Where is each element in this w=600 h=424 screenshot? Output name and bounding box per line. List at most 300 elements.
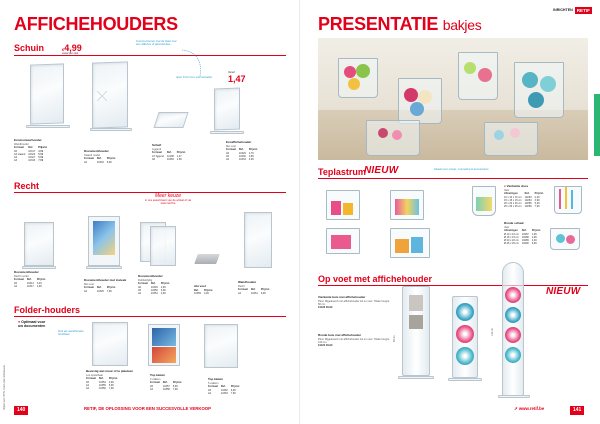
cell-size: 10 x 10 x 10 cm [504, 195, 522, 199]
cell-size: A4 [14, 284, 18, 288]
cell-size: A5 [14, 281, 18, 285]
cell-price: 5,99 [38, 152, 44, 156]
meer-keuze-title: Meer keuze [154, 193, 182, 199]
page-title-affichehouders: AFFICHEHOUDERS [14, 14, 178, 34]
col-header: Ref. [162, 381, 168, 385]
cell-price: 3,99 [160, 288, 166, 292]
candy-11-image [528, 92, 544, 108]
cell-ref: 19286 [524, 204, 532, 208]
product-block-wandhouder [238, 281, 286, 295]
cell-ref: 10361 [250, 291, 258, 295]
round-bowl-3-image [550, 228, 580, 250]
right-page [300, 0, 600, 424]
cell-size: A4 [208, 391, 212, 395]
table-row [504, 205, 547, 208]
product-block-dubbelzijdig [138, 275, 192, 295]
product-block-ronde-buis [318, 334, 390, 347]
cell-ref: 10362 [220, 388, 228, 392]
cell-ref: 10330 [238, 154, 246, 158]
cell-price: 4,49 [531, 238, 537, 242]
price-tag-schuin [62, 44, 82, 56]
col-header: Ref. [220, 385, 226, 389]
cell-size: A4 [138, 291, 142, 295]
product-block-schuif [152, 144, 206, 161]
col-header: Ref. [250, 288, 256, 292]
title-light: bakjes [442, 17, 482, 33]
product-name: Wandhouder [238, 280, 257, 284]
product-block-folder-3 [150, 374, 200, 391]
price-vanaf-label: Vanaf [228, 71, 235, 74]
col-header: Prijs/st. [108, 377, 118, 381]
callout-arrow-icon [180, 48, 206, 80]
product-desc: Vast [504, 188, 509, 192]
cell-price: 2,49 [534, 195, 540, 199]
cell-ref: 10313 [26, 281, 34, 285]
table-row [86, 387, 121, 390]
col-header: Prijs/st. [176, 151, 186, 155]
price-tag-vanaf [228, 72, 246, 84]
product-table [14, 278, 49, 287]
col-header: Prijs/st. [160, 282, 170, 286]
eco-holder-image [214, 88, 240, 131]
holder-base-image-4 [22, 266, 56, 269]
col-header: Prijs/st. [531, 229, 541, 233]
product-fill-6 [411, 237, 423, 253]
product-name: Schuif [152, 143, 162, 147]
badge-nieuw-teplastrum: NIEUW [364, 165, 399, 176]
cell-ref: 10349 [150, 285, 158, 289]
cell-size: Ø 15 x 15 cm [504, 235, 519, 239]
cell-size: Ø 20 x 20 cm [504, 238, 519, 242]
section-heading-schuin: Schuin [14, 43, 45, 53]
cell-ref: 19285 [524, 201, 532, 205]
round-tube-image [452, 296, 478, 378]
product-desc: Liggend [152, 147, 162, 151]
product-desc: Met voet [84, 282, 94, 286]
product-desc: 3 vakken [150, 377, 161, 381]
cell-price: 7,99 [106, 289, 112, 293]
col-header: Prijs/st. [172, 381, 182, 385]
holder-base-image [26, 125, 70, 128]
col-header: Formaat [14, 278, 24, 282]
price-note: vanaf per stuk [62, 52, 79, 55]
col-header: Formaat [84, 157, 94, 161]
product-block-insteek [84, 279, 138, 293]
product-desc: Los opstelbaar [86, 373, 104, 377]
table-row [152, 158, 189, 161]
table-row [194, 292, 216, 295]
candy-4-image [404, 88, 418, 102]
product-name: Documenthouder met insteek [84, 278, 127, 282]
brochure-1-image [152, 328, 176, 346]
cell-size: 15 x 15 x 15 cm [504, 198, 522, 202]
col-header: Ref. [96, 157, 102, 161]
ball-4-image [505, 287, 521, 303]
cell-size: A4 [226, 157, 230, 161]
alu-foot-image [194, 254, 220, 264]
footer-website [514, 405, 544, 413]
price-vanaf-value: 1,47 [228, 73, 246, 84]
product-name: Alu voet [194, 284, 206, 288]
table-row [226, 158, 261, 161]
holder-base-image-5 [86, 266, 122, 269]
col-header: Prijs/st. [106, 286, 116, 290]
candy-7-image [464, 62, 476, 74]
product-desc: Recht model [14, 274, 29, 278]
cell-ref: 10317 [28, 149, 36, 153]
product-name: Bevestig aan muur of te plaatsen [86, 369, 134, 373]
col-header: Formaat [138, 282, 148, 286]
cell-size: A4 [86, 386, 90, 390]
product-name: Ronde buis met affichehouder [318, 333, 362, 337]
col-header: Ref. [524, 192, 530, 196]
cell-size: A5 [150, 384, 154, 388]
footer-slogan: RETIF, DE OPLOSSING VOOR EEN SUCCESVOLLE VERKOOP [84, 406, 212, 411]
product-name: Ecoaffichehouder [226, 140, 252, 144]
product-block-vierkante-buis [318, 296, 390, 309]
product-fill-7 [476, 197, 492, 211]
cell-size: A5 [138, 288, 142, 292]
col-header: Prijs/st. [106, 157, 116, 161]
folder-holder-wall-image [92, 322, 128, 366]
col-header: Ref. [238, 148, 244, 152]
square-box-1-image [326, 190, 360, 220]
callout-communicate: Communiceren met de klant met een affiches of advertenties... [136, 39, 177, 47]
candy-16-image [556, 234, 565, 243]
holder-base-image-3 [210, 131, 244, 134]
meer-keuze-text: in ons assortiment van de winkel of via www.retif.be [144, 199, 191, 206]
table-row [208, 392, 243, 395]
col-header: Formaat [86, 377, 96, 381]
product-block-documenthouder-recht [14, 271, 74, 288]
cell-price: 3,49 [203, 292, 209, 296]
table-row [150, 388, 185, 391]
small-slanted-holder-image [153, 112, 188, 128]
candy-9-image [522, 72, 538, 88]
folder-bullet [18, 320, 48, 329]
cell-price: 2,99 [160, 285, 166, 289]
tube-fill-1 [409, 295, 423, 311]
cell-ref: 12198 [166, 154, 174, 158]
ball-6-image [505, 327, 521, 343]
product-fill-5 [395, 239, 409, 253]
round-bowl-2-image [554, 186, 582, 214]
product-name-text: Vierkante doos [506, 184, 529, 188]
tube-fill-2 [409, 315, 423, 329]
product-table [86, 377, 121, 390]
product-table [226, 148, 261, 161]
product-fill-2 [343, 203, 353, 215]
product-table [150, 381, 185, 390]
product-ref-price: 19424 39,90 [318, 344, 333, 348]
square-tube-image [402, 286, 430, 376]
product-name: Ronde schaal [504, 221, 524, 225]
product-table [84, 286, 119, 292]
col-header: Ref. [166, 151, 172, 155]
ball-2-image [456, 325, 474, 343]
page-title-presentatie [318, 15, 481, 33]
cell-ref: 19288 [521, 235, 529, 239]
cell-price: 7,99 [534, 204, 540, 208]
cross-marker-icon [96, 90, 108, 102]
callout-wall-use: Ook als wandhouder bruikbaar [58, 329, 84, 337]
cell-price: 2,99 [531, 235, 537, 239]
cell-ref: 10324 [28, 152, 36, 156]
cell-price: 7,99 [108, 386, 114, 390]
col-header: Ref. [26, 278, 32, 282]
slanted-holder-large-image [30, 63, 64, 124]
callout-candy: Ideaal voor snoep, cosmetica & accessoires [434, 167, 489, 171]
col-header: Prijs/st. [230, 385, 240, 389]
candy-12-image [378, 128, 388, 138]
tall-tube-base-image [498, 395, 530, 398]
title-bold: PRESENTATIE [318, 14, 439, 34]
cell-ref: 10357 [162, 384, 170, 388]
cell-size: A4 [84, 289, 88, 293]
ball-7-image [505, 347, 521, 363]
price-currency: € [62, 47, 65, 52]
ball-3-image [456, 347, 474, 365]
section-rule [14, 316, 286, 317]
product-name: Top katum [150, 373, 165, 377]
product-desc: Plexi. Bijgeleverd met affichehouder A4 en voet. Totale hoogte 120 cm. [318, 337, 390, 344]
col-header: Prijs/st. [36, 278, 46, 282]
cell-ref: 10363 [220, 391, 228, 395]
product-desc: Met voet [226, 144, 236, 148]
table-row [14, 159, 50, 162]
ball-5-image [505, 307, 521, 323]
meer-keuze-box [140, 193, 196, 205]
cup-4-image [514, 62, 564, 118]
insert-holder-image [88, 216, 120, 266]
product-table [138, 282, 173, 295]
ball-1-image [456, 303, 474, 321]
product-table [238, 288, 273, 294]
product-block-ecoaffichehouder [226, 141, 286, 161]
section-heading-recht: Recht [14, 181, 40, 191]
folder-holder-brochures-image [148, 324, 180, 366]
candy-8-image [478, 68, 492, 82]
product-table [14, 146, 50, 162]
cell-ref: 10327 [28, 155, 36, 159]
cart-icon: ➚ [514, 406, 518, 411]
cell-price: 6,99 [230, 388, 236, 392]
dim-label-120: 120 cm [491, 328, 494, 336]
double-holder-back-image [150, 226, 176, 266]
price-value: 4,99 [64, 43, 82, 53]
product-desc: Dubbelzijdig [138, 278, 153, 282]
cell-size: A4 [238, 291, 242, 295]
candy-2-image [356, 64, 370, 78]
col-header: Ref. [96, 286, 102, 290]
table-row [84, 290, 119, 293]
product-desc: Staand model [84, 153, 101, 157]
product-desc: 5 vakken [208, 381, 219, 385]
page-number-right: 141 [570, 406, 584, 415]
cell-price: 6,99 [531, 241, 537, 245]
cell-ref: 10355 [98, 383, 106, 387]
cell-price: 7,99 [38, 158, 44, 162]
round-tube-base-image [448, 378, 482, 381]
cell-ref: 10354 [98, 380, 106, 384]
table-row [504, 242, 544, 245]
candy-15-image [510, 128, 520, 138]
square-box-4-image [390, 228, 430, 258]
cell-price: 7,99 [172, 387, 178, 391]
col-header: Ref. [98, 377, 104, 381]
cell-ref: 19287 [521, 232, 529, 236]
product-desc: Plexi. Bijgeleverd met affichehouder A4 en voet. Totale hoogte 80 cm. [318, 299, 390, 306]
product-name: Vierkante buis met affichehouder [318, 295, 366, 299]
cell-price: 5,99 [108, 383, 114, 387]
holder-base-image-2 [90, 128, 132, 131]
product-desc: Recht [238, 284, 245, 288]
cell-price: 4,99 [160, 291, 166, 295]
cell-size: A3 [14, 158, 18, 162]
candy-10-image [540, 76, 556, 92]
tall-round-tube-image [502, 262, 524, 396]
cell-price: 5,99 [172, 384, 178, 388]
cell-ref: 19290 [521, 241, 529, 245]
cell-price: 4,99 [108, 380, 114, 384]
vertical-legal-note: Prijzen excl. BTW. Foto's niet contractueel. [3, 364, 6, 410]
product-fill-1 [331, 201, 341, 215]
wall-holder-image [244, 212, 272, 268]
cell-price: 7,99 [230, 391, 236, 395]
side-color-tab [594, 94, 600, 156]
product-table [504, 192, 547, 208]
cell-size: A4 [150, 387, 154, 391]
square-box-3-image [326, 228, 360, 254]
straight-holder-image [24, 222, 54, 266]
table-row [238, 292, 273, 295]
col-header: Afmetingen [504, 192, 518, 196]
col-header: Formaat [226, 148, 236, 152]
header-brand [553, 7, 592, 14]
col-header: Prijs/st. [534, 192, 544, 196]
cell-price: 4,99 [36, 284, 42, 288]
cell-ref: 10333 [238, 157, 246, 161]
cell-ref: 19283 [524, 195, 532, 199]
section-rule [318, 178, 588, 179]
col-header: Prijs/st. [38, 146, 48, 150]
badge-nieuw-opvoet: NIEUW [546, 286, 581, 297]
product-block-alu-voet [194, 285, 234, 296]
candy-13-image [392, 130, 402, 140]
product-desc: Vast [504, 225, 509, 229]
product-block-folder-5 [208, 378, 258, 395]
cell-price: 2,79 [248, 151, 254, 155]
product-name: Documenthouder [14, 270, 39, 274]
cell-size: Ø 10 x 10 cm [504, 232, 519, 236]
col-header: Formaat [150, 381, 160, 385]
cell-ref: 19289 [521, 238, 529, 242]
cell-size: Ø 25 x 25 cm [504, 241, 519, 245]
cell-price: 3,99 [248, 154, 254, 158]
section-heading-op-voet: Op voet met affichehouder [318, 274, 433, 284]
product-fill-3 [395, 199, 419, 215]
cell-price: 1,99 [176, 157, 182, 161]
col-header: Ref. [521, 229, 527, 233]
cell-size: A4 [86, 383, 90, 387]
col-header: Ref. [194, 289, 199, 293]
candy-14-image [494, 130, 504, 140]
page-number-left: 140 [14, 406, 28, 415]
cell-price: 4,99 [38, 149, 44, 153]
cell-price: 6,99 [260, 291, 266, 295]
cell-price: 1,99 [531, 232, 537, 236]
footer-website-text: www.retif.be [518, 406, 545, 411]
product-block-vierkante-doos [504, 185, 552, 208]
cell-size: 20 x 20 x 20 cm [504, 201, 522, 205]
col-header: Ref. [150, 282, 156, 286]
cell-price: 5,49 [534, 201, 540, 205]
section-heading-teplastrum: Teplastrum [318, 167, 366, 177]
hero-photo-image [318, 38, 588, 160]
product-name: Top katum [208, 377, 223, 381]
col-header: Prijs/st. [248, 148, 258, 152]
table-row [138, 292, 173, 295]
cell-size: A5 [86, 380, 90, 384]
col-header: Formaat [208, 385, 218, 389]
product-fill-4 [331, 235, 351, 249]
candy-1-image [344, 66, 356, 78]
product-table [208, 385, 243, 394]
col-header: Formaat [84, 286, 94, 290]
product-name: Ecomomuurhouder [14, 138, 42, 142]
product-table [152, 151, 189, 160]
cell-price: 3,49 [36, 281, 42, 285]
cup-1-image [338, 58, 378, 98]
product-ref-price: 19423 39,90 [318, 306, 333, 310]
cell-ref: 10356 [98, 386, 106, 390]
cell-size: A6 [138, 285, 142, 289]
col-header: Prijs/st. [260, 288, 270, 292]
cell-size: A4 staand [14, 152, 26, 156]
round-bowl-image [472, 186, 496, 216]
folder-holder-5-image [204, 324, 238, 368]
col-header: Ref. [28, 146, 33, 150]
product-table [504, 229, 544, 245]
candy-6-image [410, 102, 424, 116]
cell-size: A5 [14, 149, 18, 153]
col-header: Formaat [238, 288, 248, 292]
cell-size: A6 [152, 157, 156, 161]
cell-ref: 10358 [162, 387, 170, 391]
square-box-2-image [390, 190, 424, 220]
product-block-ronde-schaal [504, 222, 552, 245]
product-name: Documenthouder [138, 274, 163, 278]
product-name: Documenthouder [84, 149, 109, 153]
table-row [84, 161, 119, 164]
candy-3-image [348, 78, 360, 90]
col-header: Formaat [152, 151, 162, 155]
cell-ref: 10359 [194, 292, 201, 296]
callout-open-front: open front voor snel wisselen [176, 75, 213, 79]
straw-3 [571, 190, 573, 209]
header-section-label: INRICHTEN [553, 8, 573, 13]
folder-bullet-text: Optimaal voor uw documenten [18, 320, 46, 329]
product-table [84, 157, 119, 163]
section-heading-folder-houders: Folder-houders [14, 305, 81, 315]
col-header: Afmetingen [504, 229, 518, 233]
brochure-2-image [152, 347, 176, 363]
cell-size: A6 [226, 151, 230, 155]
cell-ref: 10351 [150, 291, 158, 295]
col-header: Prijs/st. [203, 289, 213, 293]
cell-price: 1,47 [176, 154, 182, 158]
cell-ref: 10343 [28, 158, 36, 162]
